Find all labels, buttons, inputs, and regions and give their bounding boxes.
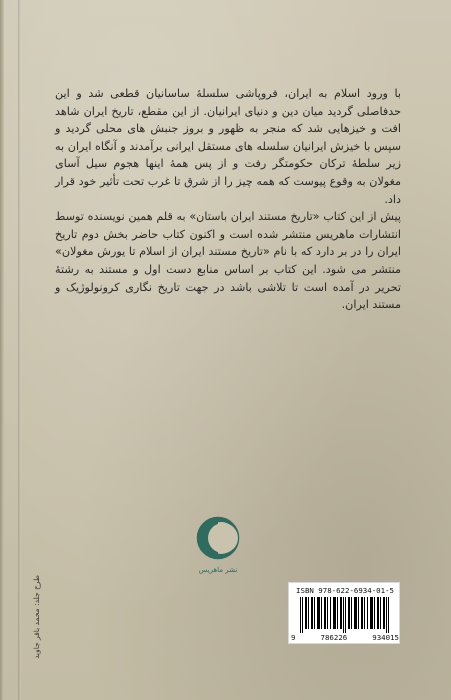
isbn-text: ISBN 978-622-6934-01-5: [296, 586, 394, 595]
blurb-text: [55, 85, 401, 314]
publisher-name: نشر ماهریس: [198, 566, 238, 574]
cover-hinge: [18, 0, 21, 700]
blurb-paragraph-2: پیش از این کتاب «تاریخ مستند ایران باستان» به قلم همین نویسنده توسط انتشارات ماهریس منتشر شده است و اکنون کتاب حاضر بخش دوم تاریخ ایران را در بر دارد که با نام «تاریخ مستند ایران از اسلام تا یورش مغولان» منتشر می شود. این کتاب بر اساس منابع دست اول و مستند به رشتهٔ تحریر در آمده است تا تلاشی باشد در جهت تاریخ نگاری کرونولوژیک و مستند ایران.: [55, 210, 401, 312]
blurb-paragraph-1: با ورود اسلام به ایران، فروپاشی سلسلهٔ ساسانیان قطعی شد و این حدفاصلی گردید میان دین و دنیای ایرانیان. از این مقطع، تاریخ ایران شاهد افت و خیزهایی شد که منجر به ظهور و بروز جنبش های محلی گردید و سپس با خیزش ایرانیان سلسله های مستقل ایرانی برآمدند و آنگاه ایران به زیر سلطهٔ ترکان حکومتگر رفت و از پس همهٔ اینها هجوم سیل آسای مغولان به وقوع پیوست که همه چیز را از شرق تا غرب تحت تأثیر خود قرار داد.: [55, 87, 401, 206]
barcode-icon: [300, 597, 390, 633]
barcode-digit-group: 934015: [372, 633, 399, 642]
spine-edge: [0, 0, 4, 700]
barcode-digit-group: 786226: [320, 633, 348, 642]
barcode-digit-group: 9: [291, 633, 296, 642]
barcode-label: [288, 582, 400, 644]
barcode-digits: [291, 633, 399, 642]
cover-design-credit: طرح جلد: محمد باقر جاوید: [32, 575, 41, 659]
publisher-logo: [195, 512, 241, 580]
publisher-logo-icon: [195, 512, 241, 564]
